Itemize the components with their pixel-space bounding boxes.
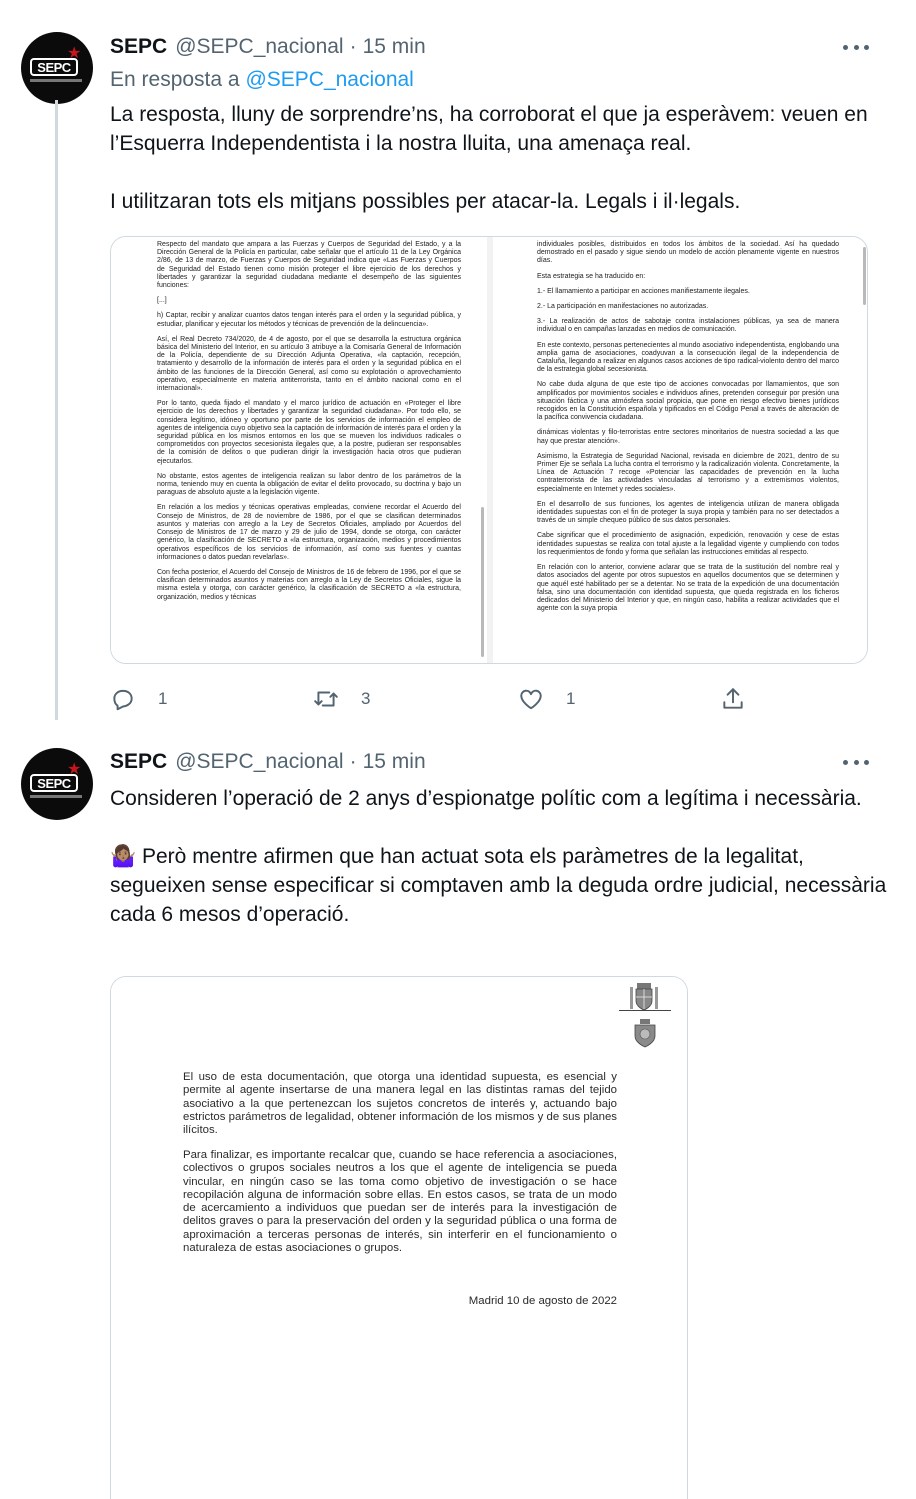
separator: · [349,35,357,58]
reply-button[interactable] [110,682,167,716]
doc-paragraph: Cabe significar que el procedimiento de asignación, expedición, renovación y cese de estas identidades supuestas se realiza con total ajuste a la legalidad vigente y cumpliendo con todos los requerimientos de fondo y forma que señalan las instrucciones emitidas al respecto. [537,532,839,556]
doc-paragraph: Así, el Real Decreto 734/2020, de 4 de agosto, por el que se desarrolla la estructura orgánica básica del Ministerio del Interior, en su artículo 3 atribuye a la Comisaría General de Información de la Policía, dependiente de su Dirección Adjunta Operativa, «la captación, recepción, tratamiento y desarrollo de la información de interés para el orden y la seguridad pública en el ámbito de las funciones de la Dirección General, así como su explotación o aprovechamiento operativo, especialmente en materia antiterrorista, tanto en el ámbito nacional como en el internacional». [157,335,461,393]
avatar-logo: SEPC [30,774,78,792]
doc-paragraph: [...] [157,297,167,305]
retweet-count: 3 [361,689,371,708]
reply-context [110,68,414,92]
doc-paragraph: Asimismo, la Estrategia de Seguridad Nacional, revisada en diciembre de 2021, dentro de su Primer Eje se señala La lucha contra el terrorismo y la radicalización violenta. Concretamente, la Línea de Actuación 7 recoge «Potenciar las capacidades de prevención en la lucha contraterrorista de las actividades vinculadas al terrorismo y a extremismos violentos, especialmente en Internet y redes sociales». [537,452,839,493]
retweet-button[interactable] [313,682,370,716]
scrollbar-right[interactable] [863,247,866,305]
doc-paragraph: En relación con lo anterior, conviene aclarar que se trata de la sustitución del nombre real y datos asociados del agente por otros supuestos en aquellos documentos que se determinen y que aquél esté habilitado per se a detentar. No se trata de la expedición de una documentación falsa, sino una documentación con identidad supuesta, que queda registrada en los ficheros dedicados del Ministerio del Interior y que, en ningún caso, habilita a realizar actividades que el agente con la suya propia [537,564,839,613]
tweet-2[interactable] [0,730,916,1499]
avatar-logo-caption [30,795,82,798]
scrollbar-left[interactable] [481,507,484,657]
tweet-media-document[interactable] [110,976,688,1499]
tweet-1[interactable] [0,0,916,730]
tweet-actions [110,682,890,716]
avatar[interactable] [21,748,93,820]
tweet-text [110,784,890,929]
police-badge-icon [632,1017,658,1049]
star-icon: ★ [67,45,82,62]
thread-line [55,100,58,720]
star-icon: ★ [67,761,82,778]
reply-handle-link[interactable]: @SEPC_nacional [245,68,414,91]
tweet-paragraph: Però mentre afirmen que han actuat sota els paràmetres de la legalitat, segueixen sense especificar si comptaven amb la deguda ordre judicial, necessària cada 6 mesos d’operació. [110,845,887,926]
letter-date: Madrid 10 de agosto de 2022 [468,1295,617,1307]
doc-paragraph: h) Captar, recibir y analizar cuantos datos tengan interés para el orden y la seguridad pública, y estudiar, planificar y ejecutar los métodos y técnicas de prevención de la delincuencia». [157,312,461,328]
share-icon [720,686,746,712]
tweet-media-document[interactable] [110,236,868,664]
author-name[interactable]: SEPC [110,35,168,58]
avatar[interactable] [21,32,93,104]
avatar-logo-caption [30,79,82,82]
doc-paragraph: 3.- La realización de actos de sabotaje contra instalaciones públicas, ya sea de manera individual o en campañas lanzadas en medios de comunicación. [537,318,839,334]
letter-paragraph: El uso de esta documentación, que otorga una identidad supuesta, es esencial y permite al agente insertarse de una manera legal en las distintas ramas del tejido asociativo a la que pertenezcan los sujetos concretos de interés y, actuando bajo estrictos parámetros de legalidad, obtener información de los mismos y de sus planes ilícitos. [183,1071,617,1137]
like-icon [518,686,544,712]
doc-paragraph: No obstante, estos agentes de inteligencia realizan su labor dentro de los parámetros de la norma, teniendo muy en cuenta la obligación de evitar el delito provocado, su doctrina y bajo un paraguas de absoluto ajuste a la legislación vigente. [157,472,461,497]
doc-paragraph: No cabe duda alguna de que este tipo de acciones convocadas por llamamientos, que son amplificados por movimientos sociales e individuos afines, pretenden conseguir por presión una situación fáctica y una atmósfera social propicia, que pone en riesgo efectivo bienes jurídicos recogidos en la Constitución española y tipificados en el Código Penal a través de alteración de la pacífica convivencia ciudadana. [537,381,839,422]
letterhead-rule [619,1010,671,1011]
doc-paragraph: En este contexto, personas pertenecientes al mundo asociativo independentista, englobando una amplia gama de asociaciones, coadyuvan a la consecución ilegal de la independencia de Cataluña, llegando a realizar en algunos casos acciones de tipo radical-violento dentro del marco de la estrategia global secesionista. [537,341,839,374]
share-button[interactable] [720,682,746,716]
shrug-emoji: 🤷🏽‍♀️ [110,845,137,868]
document-page-left [111,237,485,663]
doc-paragraph: Esta estrategia se ha traducido en: [537,272,646,280]
doc-paragraph: dinámicas violentas y filo-terroristas entre sectores minoritarios de nuestra sociedad a las que hay que prestar atención». [537,429,839,445]
reply-count: 1 [158,689,168,708]
like-button[interactable] [518,682,575,716]
reply-icon [110,686,136,712]
reply-prefix: En resposta a [110,68,240,91]
avatar-logo: SEPC [30,58,78,76]
timestamp[interactable]: 15 min [362,750,426,773]
more-icon[interactable] [843,752,869,772]
more-icon[interactable] [843,37,869,57]
separator: · [349,750,357,773]
doc-paragraph: Con fecha posterior, el Acuerdo del Consejo de Ministros de 16 de febrero de 1996, por el que se clasifican determinados asuntos y materias con arreglo a la Ley de Secretos Oficiales, sigue la misma estela y otorga, con carácter genérico, la clasificación de SECRETO a «la estructura, organización, medios y técnicas [157,568,461,601]
like-count: 1 [566,689,576,708]
author-name[interactable]: SEPC [110,750,168,773]
timestamp[interactable]: 15 min [362,35,426,58]
doc-paragraph: 1.- El llamamiento a participar en acciones manifiestamente ilegales. [537,287,750,295]
tweet-text [110,100,890,216]
tweet-paragraph-with-emoji [110,842,890,929]
doc-paragraph: En el desarrollo de sus funciones, los agentes de inteligencia utilizan de manera obligada identidades supuestas con el fin de proteger la suya propia y también para no ser detectados a través de un simple chequeo público de sus datos personales. [537,500,839,525]
document-page [111,977,687,1499]
retweet-icon [313,686,339,712]
tweet-header [110,33,426,61]
doc-paragraph: Por lo tanto, queda fijado el mandato y el marco jurídico de actuación en «Proteger el libre ejercicio de los derechos y libertades y garantizar la seguridad ciudadana». Por todo ello, se considera legítimo, idóneo y oportuno por parte de los servicios de información el empleo de agentes de inteligencia cuyo objetivo sea la captación de información de interés para el orden y la seguridad pública en los mismos entornos en los que se mueven los individuos radicales o comprometidos con proyectos secesionista ilegales que, a la postre, pudieran ser responsables de la comisión de delitos o que pudieran dirigir la investigación hacia otros que pudieran ejecutarlos. [157,400,461,465]
doc-paragraph: En relación a los medios y técnicas operativas empleadas, conviene recordar el Acuerdo del Consejo de Ministros, de 28 de noviembre de 1986, por el que se clasifican determinados asuntos y materias con arreglo a la Ley de Secretos Oficiales, ampliado por Acuerdos del Consejo de Ministros de 17 de marzo y 29 de julio de 1994, donde se otorga, con carácter genérico, la clasificación de SECRETO a «la estructura, organización, medios y procedimientos operativos específicos de los servicios de información, así como sus fuentes y cuantas informaciones o datos puedan revelarlas». [157,504,461,561]
author-handle[interactable]: @SEPC_nacional [175,750,344,773]
author-handle[interactable]: @SEPC_nacional [175,35,344,58]
tweet-header [110,748,426,776]
tweet-paragraph: Consideren l’operació de 2 anys d’espionatge polític com a legítima i necessària. [110,787,862,810]
tweet-paragraph: I utilitzaran tots els mitjans possibles per atacar-la. Legals i il·legals. [110,190,741,213]
letter-paragraph: Para finalizar, es importante recalcar que, cuando se hace referencia a asociaciones, colectivos o grupos sociales neutros a los que el agente de inteligencia se pueda vincular, en ningún caso se las toma como objetivo de investigación o se hace recopilación alguna de información sobre ellas. En estos casos, se trata de un modo de acercamiento a individuos que puedan ser de interés para la investigación de delitos graves o para la preservación del orden y la seguridad pública o una forma de aproximación a terceras personas de interés, sin interferir en el funcionamiento o naturaleza de estas asociaciones o grupos. [183,1149,617,1255]
document-page-right [493,237,868,663]
tweet-paragraph: La resposta, lluny de sorprendre’ns, ha corroborat el que ja esperàvem: veuen en l’Esquerra Independentista i la nostra lluita, una amenaça real. [110,103,868,155]
doc-paragraph: individuales posibles, distribuidos en todos los ámbitos de la sociedad. Así ha quedado demostrado en el pasado y sigue siendo un modelo de acción plenamente vigente en nuestros días. [537,241,839,265]
doc-paragraph: 2.- La participación en manifestaciones no autorizadas. [537,303,709,311]
coat-of-arms-icon [626,979,662,1013]
doc-paragraph: Respecto del mandato que ampara a las Fuerzas y Cuerpos de Seguridad del Estado, y a la Dirección General de la Policía en particular, cabe señalar que el artículo 11 de la Ley Orgánica 2/86, de 13 de marzo, de Fuerzas y Cuerpos de Seguridad indica que «Las Fuerzas y Cuerpos de Seguridad del Estado tienen como misión proteger el libre ejercicio de los derechos y libertades y garantizar la seguridad ciudadana mediante el desempeño de las siguientes funciones: [157,241,461,290]
